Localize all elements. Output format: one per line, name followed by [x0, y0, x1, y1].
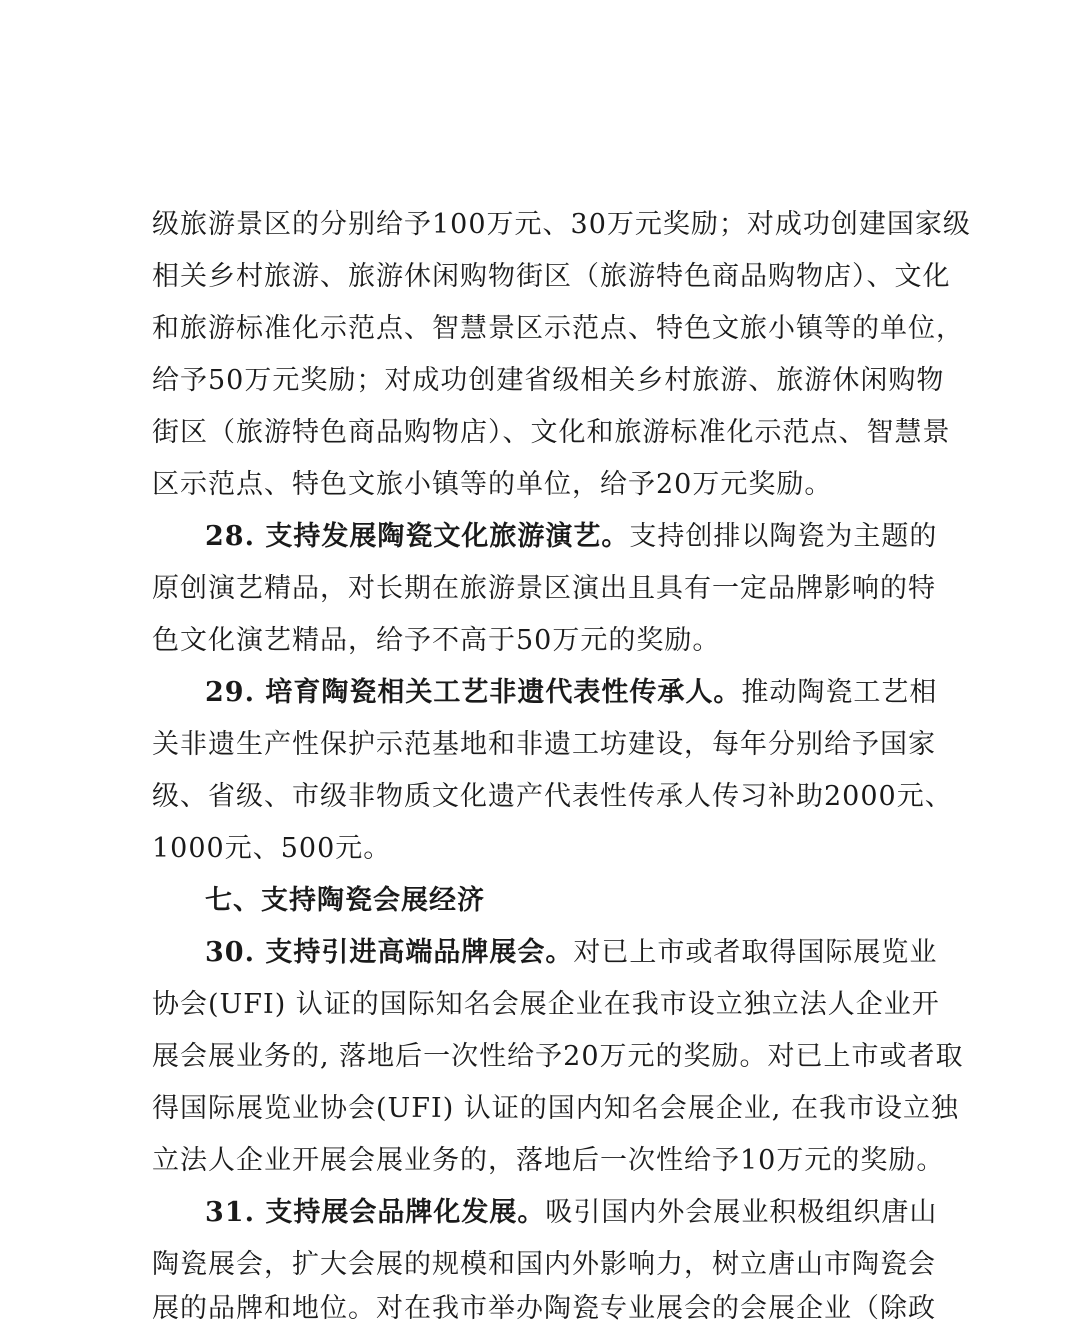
paragraph-line: 协会(UFI) 认证的国际知名会展企业在我市设立独立法人企业开: [152, 989, 940, 1020]
paragraph-line: 街区（旅游特色商品购物店）、文化和旅游标准化示范点、智慧景: [152, 417, 951, 448]
paragraph-line: 给予50万元奖励；对成功创建省级相关乡村旅游、旅游休闲购物: [152, 365, 945, 396]
item-29-title: 29. 培育陶瓷相关工艺非遗代表性传承人。: [205, 677, 742, 708]
item-29-first-line: [205, 673, 937, 713]
paragraph-line: 关非遗生产性保护示范基地和非遗工坊建设，每年分别给予国家: [152, 729, 936, 760]
item-30-title: 30. 支持引进高端品牌展会。: [205, 937, 574, 968]
item-28-first-line: [205, 517, 937, 557]
item-29-text: 推动陶瓷工艺相: [741, 677, 938, 708]
paragraph-line: 展的品牌和地位。对在我市举办陶瓷专业展会的会展企业（除政: [152, 1293, 936, 1324]
paragraph-line: 陶瓷展会，扩大会展的规模和国内外影响力，树立唐山市陶瓷会: [152, 1249, 936, 1280]
paragraph-line: 立法人企业开展会展业务的，落地后一次性给予10万元的奖励。: [152, 1145, 945, 1176]
paragraph-line: 展会展业务的, 落地后一次性给予20万元的奖励。对已上市或者取: [152, 1041, 964, 1072]
paragraph-line: 级、省级、市级非物质文化遗产代表性传承人传习补助2000元、: [152, 781, 953, 812]
item-31-first-line: [205, 1193, 937, 1233]
item-28-text: 支持创排以陶瓷为主题的: [629, 521, 938, 552]
item-30-text: 对已上市或者取得国际展览业: [573, 937, 938, 968]
paragraph-line: 色文化演艺精品，给予不高于50万元的奖励。: [152, 625, 721, 656]
paragraph-line: 原创演艺精品，对长期在旅游景区演出且具有一定品牌影响的特: [152, 573, 936, 604]
paragraph-line: 得国际展览业协会(UFI) 认证的国内知名会展企业, 在我市设立独: [152, 1093, 959, 1124]
item-28-title: 28. 支持发展陶瓷文化旅游演艺。: [205, 521, 630, 552]
item-30-first-line: [205, 933, 937, 973]
paragraph-line: 相关乡村旅游、旅游休闲购物街区（旅游特色商品购物店）、文化: [152, 261, 951, 292]
item-31-title: 31. 支持展会品牌化发展。: [205, 1197, 546, 1228]
paragraph-line: 和旅游标准化示范点、智慧景区示范点、特色文旅小镇等的单位，: [152, 313, 964, 344]
paragraph-line: 1000元、500元。: [152, 833, 392, 864]
section-heading: 七、支持陶瓷会展经济: [205, 885, 485, 916]
item-31-text: 吸引国内外会展业积极组织唐山: [545, 1197, 938, 1228]
paragraph-line: 区示范点、特色文旅小镇等的单位，给予20万元奖励。: [152, 469, 833, 500]
paragraph-line: 级旅游景区的分别给予100万元、30万元奖励；对成功创建国家级: [152, 209, 971, 240]
